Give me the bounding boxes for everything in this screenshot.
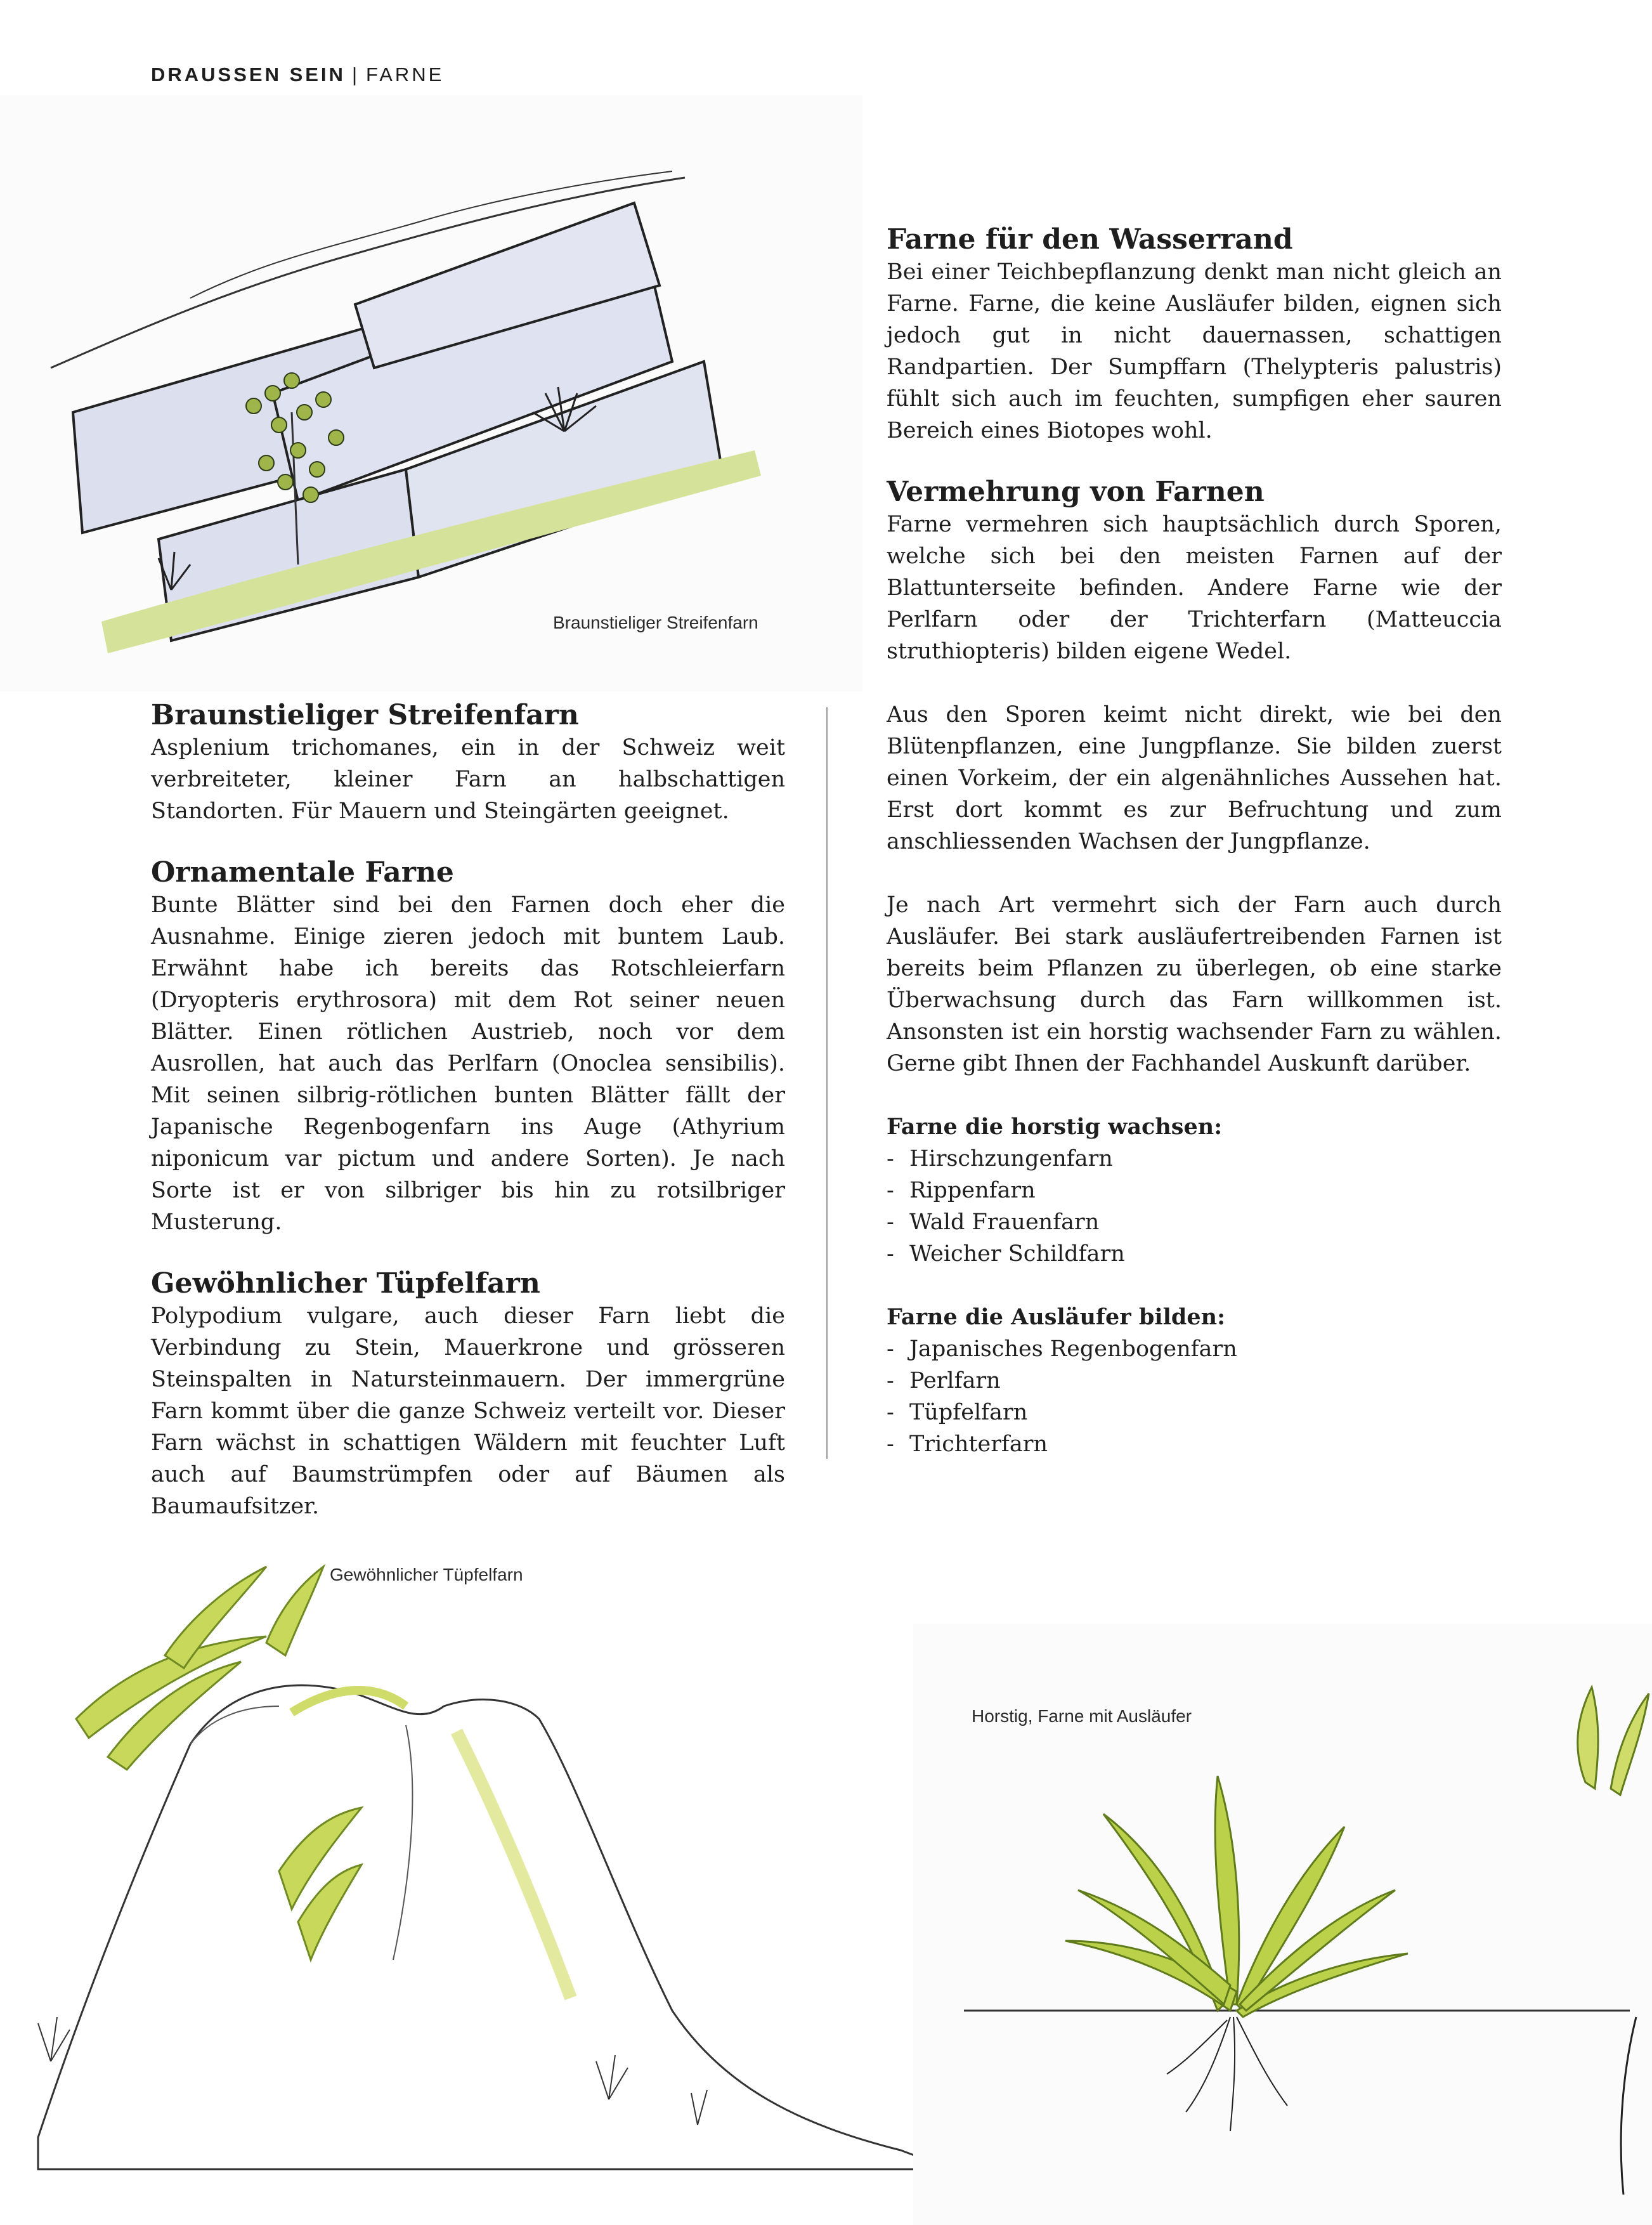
caption-wall: Braunstieliger Streifenfarn [553, 613, 758, 632]
text-auslaeufer: Je nach Art vermehrt sich der Farn auch durch Ausläufer. Bei stark ausläufertreibenden Farnen ist bereits beim Pflanzen zu überlegen, ob eine starke Überwachsung durch das Farn willkommen ist. Ansonsten ist ein horstig wachsender Farn zu wählen. Gerne gibt Ihnen der Fachhandel Auskunft darüber. [887, 892, 1502, 1076]
running-header [151, 63, 444, 86]
caption-stump: Gewöhnlicher Tüpfelfarn [330, 1565, 523, 1584]
heading-streifenfarn: Braunstieliger Streifenfarn [151, 699, 579, 731]
caption-clump: Horstig, Farne mit Ausläufer [972, 1706, 1192, 1726]
tree-stump-illustration [0, 1516, 970, 2225]
list-item: - Weicher Schildfarn [887, 1238, 1502, 1270]
list-item: - Hirschzungenfarn [887, 1143, 1502, 1175]
list-item: - Tüpfelfarn [887, 1397, 1502, 1428]
text-streifenfarn: Asplenium trichomanes, ein in der Schweiz weit verbreiteter, kleiner Farn an halbschattigen Standorten. Für Mauern und Steingärten geeignet. [151, 735, 785, 824]
header-topic: FARNE [366, 63, 445, 86]
list-item: - Japanisches Regenbogenfarn [887, 1333, 1502, 1365]
list-item: - Wald Frauenfarn [887, 1206, 1502, 1238]
column-divider [826, 707, 828, 1459]
right-column [887, 223, 1502, 1460]
list-horstig-title: Farne die horstig wachsen: [887, 1114, 1223, 1140]
stone-wall-illustration [0, 95, 862, 691]
header-separator: | [351, 63, 360, 86]
text-sporen: Aus den Sporen keimt nicht direkt, wie bei den Blütenpflanzen, eine Jungpflanze. Sie bilden zuerst einen Vorkeim, der ein algenähnliches Aussehen hat. Erst dort kommt es zur Befruchtung und zum anschliessenden Wachsen der Jungpflanze. [887, 702, 1502, 854]
list-horstig [887, 1143, 1502, 1270]
list-item: - Rippenfarn [887, 1175, 1502, 1206]
heading-tuepfelfarn: Gewöhnlicher Tüpfelfarn [151, 1267, 540, 1300]
header-section: DRAUSSEN SEIN [151, 63, 346, 86]
list-auslaeufer [887, 1333, 1502, 1460]
heading-ornamentale-farne: Ornamentale Farne [151, 856, 454, 889]
heading-wasserrand: Farne für den Wasserrand [887, 223, 1293, 256]
list-item: - Trichterfarn [887, 1428, 1502, 1460]
text-vermehrung: Farne vermehren sich hauptsächlich durch Sporen, welche sich bei den meisten Farnen auf der Blattunterseite befinden. Andere Farne wie der Perlfarn oder der Trichterfarn (Matteuccia struthiopteris) bilden eigene Wedel. [887, 512, 1502, 664]
list-item: - Perlfarn [887, 1365, 1502, 1397]
heading-vermehrung: Vermehrung von Farnen [887, 476, 1265, 508]
text-tuepfelfarn: Polypodium vulgare, auch dieser Farn liebt die Verbindung zu Stein, Mauerkrone und grösseren Steinspalten in Natursteinmauern. Der immergrüne Farn kommt über die ganze Schweiz verteilt vor. Dieser Farn wächst in schattigen Wäldern mit feuchter Luft auch auf Baumstrümpfen oder auf Bäumen als Baumaufsitzer. [151, 1303, 785, 1519]
left-column [151, 699, 785, 1522]
text-wasserrand: Bei einer Teichbepflanzung denkt man nicht gleich an Farne. Farne, die keine Ausläufer bilden, eignen sich jedoch gut in nicht dauernassen, schattigen Randpartien. Der Sumpffarn (Thelypteris palustris) fühlt sich auch im feuchten, sumpfigen eher sauren Bereich eines Biotopes wohl. [887, 259, 1502, 443]
text-ornamentale-farne: Bunte Blätter sind bei den Farnen doch eher die Ausnahme. Einige zieren jedoch mit buntem Laub. Erwähnt habe ich bereits das Rotschleierfarn (Dryopteris erythrosora) mit dem Rot seiner neuen Blätter. Einen rötlichen Austrieb, noch vor dem Ausrollen, hat auch das Perlfarn (Onoclea sensibilis). Mit seinen silbrig-rötlichen bunten Blätter fällt der Japanische Regenbogenfarn ins Auge (Athyrium niponicum var pictum und andere Sorten). Je nach Sorte ist er von silbriger bis hin zu rotsilbriger Musterung. [151, 892, 785, 1235]
list-auslaeufer-title: Farne die Ausläufer bilden: [887, 1304, 1226, 1330]
